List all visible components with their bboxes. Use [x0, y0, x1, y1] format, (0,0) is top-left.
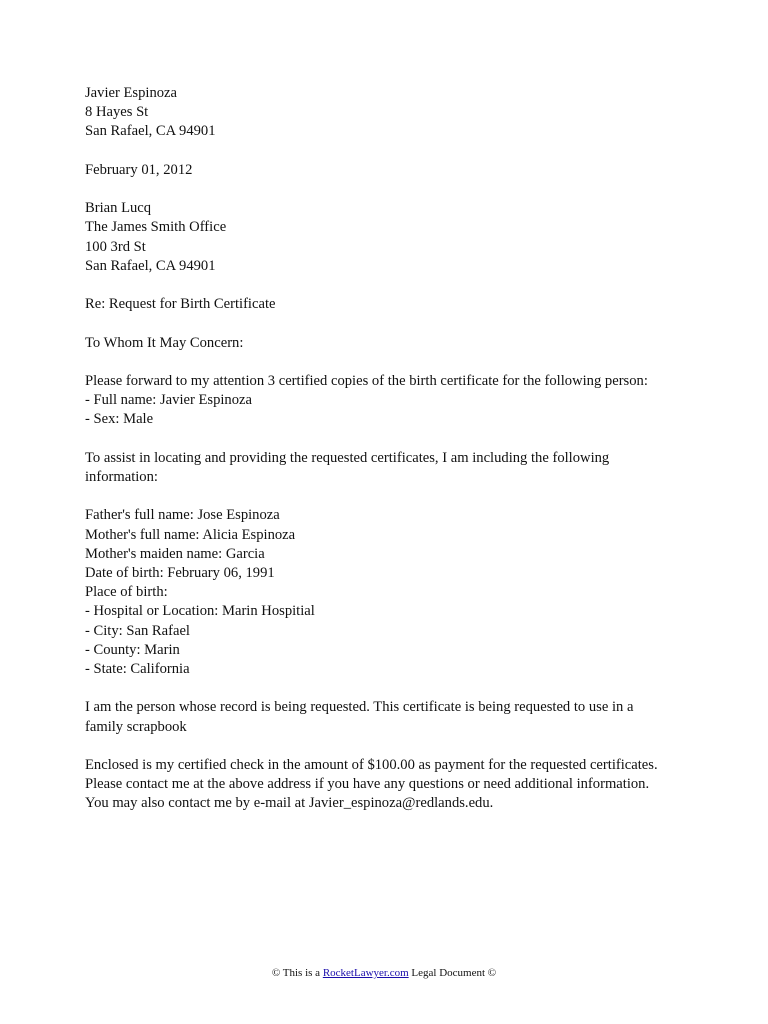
rocketlawyer-link[interactable]: RocketLawyer.com — [322, 967, 409, 979]
purpose-paragraph — [85, 698, 725, 736]
salutation-text: To Whom It May Concern: — [85, 334, 244, 351]
request-full-name: - Full name: Javier Espinoza — [85, 392, 252, 409]
detail-father: Father's full name: Jose Espinoza — [85, 507, 280, 524]
detail-maiden: Mother's maiden name: Garcia — [85, 545, 265, 562]
detail-state: - State: California — [85, 660, 190, 677]
request-intro: Please forward to my attention 3 certified copies of the birth certificate for the following person: — [85, 372, 648, 389]
recipient-city: San Rafael, CA 94901 — [85, 257, 216, 274]
assist-line-2: information: — [85, 468, 158, 485]
salutation — [85, 334, 725, 353]
recipient-office: The James Smith Office — [85, 219, 227, 236]
subject-line — [85, 295, 725, 314]
recipient-street: 100 3rd St — [85, 238, 146, 255]
sender-city: San Rafael, CA 94901 — [85, 123, 216, 140]
closing-paragraph — [85, 756, 725, 814]
request-sex: - Sex: Male — [85, 411, 154, 428]
closing-line-2: Please contact me at the above address if you have any questions or need additional information. — [85, 776, 650, 793]
detail-pob: Place of birth: — [85, 584, 168, 601]
closing-line-3: You may also contact me by e-mail at Javier_espinoza@redlands.edu. — [85, 795, 494, 812]
detail-city: - City: San Rafael — [85, 622, 190, 639]
sender-name: Javier Espinoza — [85, 85, 177, 101]
footer-suffix: Legal Document © — [408, 967, 497, 979]
letter-body — [85, 84, 725, 833]
assist-paragraph — [85, 449, 725, 487]
footer-prefix: © This is a — [271, 967, 323, 979]
recipient-address — [85, 199, 725, 276]
detail-county: - County: Marin — [85, 641, 180, 658]
purpose-line-2: family scrapbook — [85, 718, 187, 735]
sender-street: 8 Hayes St — [85, 104, 149, 121]
purpose-line-1: I am the person whose record is being requested. This certificate is being requested to use in a — [85, 699, 634, 716]
closing-line-1: Enclosed is my certified check in the amount of $100.00 as payment for the requested certificates. — [85, 756, 658, 773]
letter-date — [85, 161, 725, 180]
recipient-name: Brian Lucq — [85, 200, 152, 217]
date-text: February 01, 2012 — [85, 161, 193, 178]
detail-hospital: - Hospital or Location: Marin Hospitial — [85, 603, 315, 620]
detail-dob: Date of birth: February 06, 1991 — [85, 564, 275, 581]
subject-text: Re: Request for Birth Certificate — [85, 296, 276, 313]
sender-address — [85, 84, 725, 142]
assist-line-1: To assist in locating and providing the requested certificates, I am including the following — [85, 449, 610, 466]
document-footer — [0, 966, 768, 980]
details-list — [85, 506, 725, 679]
detail-mother: Mother's full name: Alicia Espinoza — [85, 526, 296, 543]
request-paragraph — [85, 372, 725, 430]
